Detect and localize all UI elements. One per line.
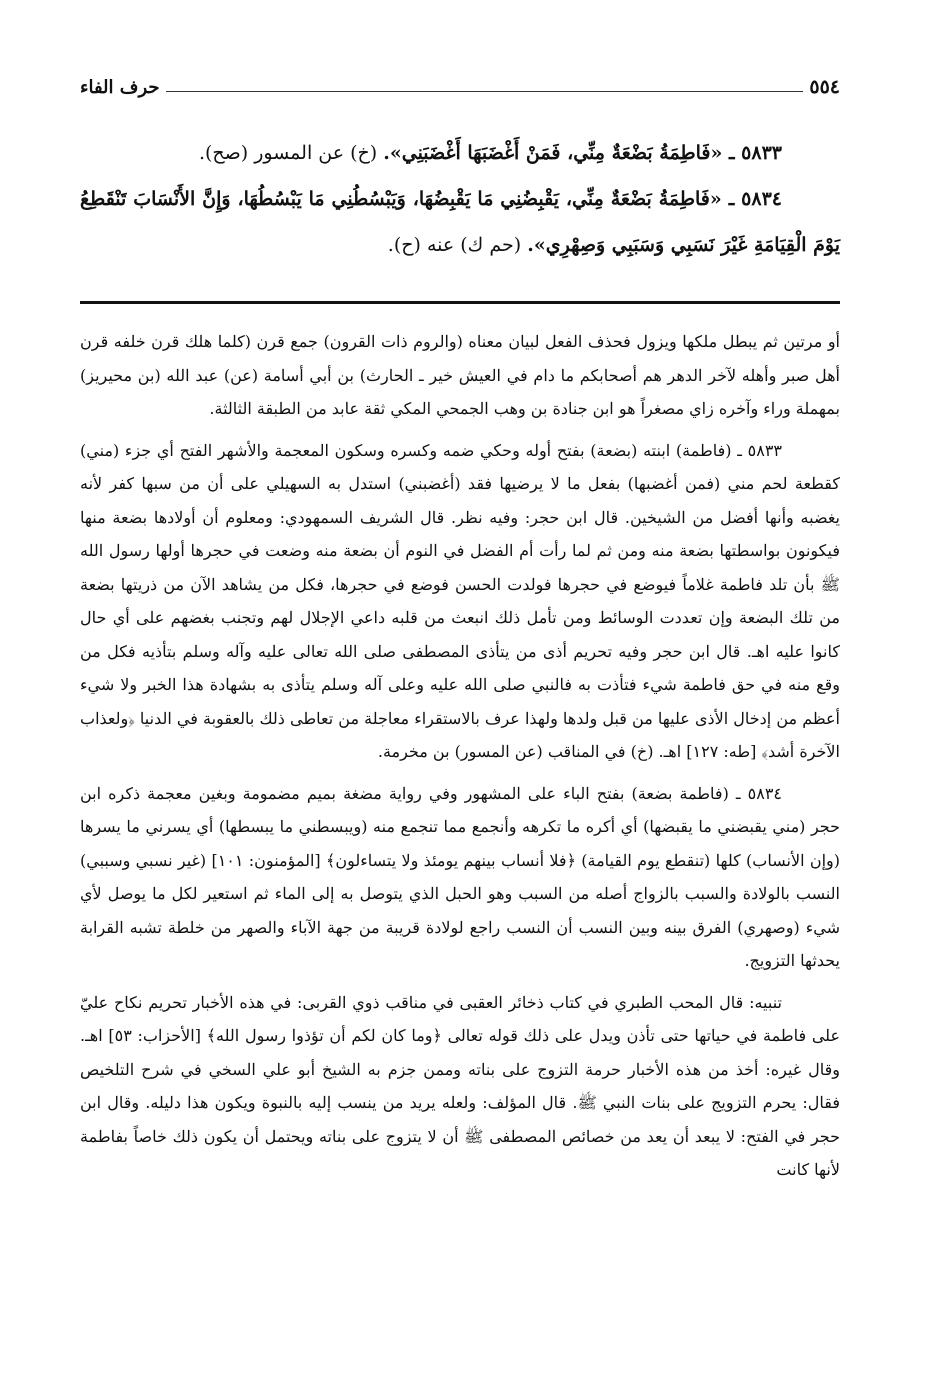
matn-commentary-divider	[80, 301, 840, 304]
hadith-5834	[80, 176, 840, 268]
hadith-body: «فَاطِمَةُ بَضْعَةٌ مِنِّي، فَمَنْ أَغْضَبَهَا أَغْضَبَنِي».	[383, 142, 723, 164]
hadith-number: ٥٨٣٣ ـ	[728, 142, 782, 164]
hadith-text-section	[80, 130, 840, 268]
hadith-5833	[80, 130, 840, 176]
page-number: ٥٥٤	[809, 76, 840, 98]
hadith-source: (حم ك) عنه (ح).	[387, 234, 528, 256]
hadith-number: ٥٨٣٤ ـ	[728, 188, 782, 210]
book-page	[80, 0, 840, 1375]
commentary-section	[80, 325, 840, 1195]
hadith-source: (خ) عن المسور (صح).	[198, 142, 384, 164]
commentary-paragraph-note: تنبيه: قال المحب الطبري في كتاب ذخائر العقبى في مناقب ذوي القربى: في هذه الأخبار تحريم نكاح عليّ على فاطمة في حياتها حتى تأذن ويدل على ذلك قوله تعالى ﴿وما كان لكم أن تؤذوا رسول الله﴾ [الأحزاب: ٥٣] اهـ. وقال غيره: أخذ من هذه الأخبار حرمة التزوج على بناته وممن جزم به الشيخ أبو علي السخي في شرح التلخيص فقال: يحرم التزويج على بنات النبي ﷺ. قال المؤلف: ولعله يريد من ينسب إليه بالنبوة ويكون هذا دليله. وقال ابن حجر في الفتح: لا يبعد أن يعد من خصائص المصطفى ﷺ أن لا يتزوج على بناته ويحتمل أن يكون ذلك خاصاً بفاطمة لأنها كانت	[80, 992, 841, 1179]
commentary-paragraph-5834: ٥٨٣٤ ـ (فاطمة بضعة) بفتح الباء على المشهور وفي رواية مضغة بميم مضمومة وبغين معجمة ذكره ابن حجر (مني يقبضني ما يقبضها) أي أكره ما تكرهه وأنجمع مما تنجمع منه (ويبسطني ما يبسطها) أي يسرني ما يسرها (وإن الأنساب) كلها (تنقطع يوم القيامة) ﴿فلا أنساب بينهم يومئذ ولا يتساءلون﴾ [المؤمنون: ١٠١] (غير نسبي وسببي) النسب بالولادة والسبب بالزواج أصله من السبب وهو الحبل الذي يتوصل به إلى الماء ثم استعير لكل ما يوصل لأي شيء (وصهري) الفرق بينه وبين النسب أن النسب راجع لولادة قريبة من جهة الآباء والصهر من خلطة تشبه القرابة يحدثها التزويج.	[80, 783, 840, 970]
chapter-title: حرف الفاء	[80, 77, 160, 98]
hadith-body: «فَاطِمَةُ بَضْعَةٌ مِنِّي، يَقْبِضُنِي مَا يَقْبِضُهَا، وَيَبْسُطُنِي مَا يَبْسُطُهَا، وَإِنَّ الأَنْسَابَ تَنْقَطِعُ يَوْمَ الْقِيَامَةِ غَيْرَ نَسَبِي وَسَبَبِي وَصِهْرِي».	[80, 188, 840, 256]
commentary-paragraph-continuation: أو مرتين ثم يبطل ملكها ويزول فحذف الفعل لبيان معناه (والروم ذات القرون) جمع قرن (كلما هلك قرن خلفه قرن أهل صبر وأهله لآخر الدهر هم أصحابكم ما دام في العيش خير ـ الحارث) بن أبي أسامة (عن) عبد الله (بن محيريز) بمهملة وراء وآخره زاي مصغراً هو ابن جنادة بن وهب الجمحي المكي ثقة عابد من الطبقة الثالثة.	[80, 332, 840, 418]
running-head	[80, 72, 840, 98]
commentary-paragraph-5833: ٥٨٣٣ ـ (فاطمة) ابنته (بضعة) بفتح أوله وحكي ضمه وكسره وسكون المعجمة والأشهر الفتح أي جزء (مني) كقطعة لحم مني (فمن أغضبها) بفعل ما لا يرضيها فقد (أغضبني) استدل به السهيلي على أن من سبها كفر لأنه يغضبه وأنها أفضل من الشيخين. قال ابن حجر: وفيه نظر. قال الشريف السمهودي: ومعلوم أن أولادها بضعة منها فيكونون بواسطتها بضعة منه ومن ثم لما رأت أم الفضل في النوم أن بضعة منه وضعت في حجرها أولها رسول الله ﷺ بأن تلد فاطمة غلاماً فيوضع في حجرها فولدت الحسن فوضع في حجرها، فكل من يشاهد الآن من ذريتها بضعة من تلك البضعة وإن تعددت الوسائط ومن تأمل ذلك انبعث من قلبه داعي الإجلال لهم وتجنب بغضهم على أي حال كانوا عليه اهـ. قال ابن حجر وفيه تحريم أذى من يتأذى المصطفى صلى الله تعالى عليه وآله وسلم بتأذيه فكل من وقع منه في حق فاطمة شيء فتأذت به فالنبي صلى الله عليه وعلى آله وسلم يتأذى به بشهادة هذا الخبر ولا شيء أعظم من إدخال الأذى عليها من قبل ولدها ولهذا عرف بالاستقراء معاجلة من تعاطى ذلك بالعقوبة في الدنيا ﴿ولعذاب الآخرة أشد﴾ [طه: ١٢٧] اهـ. (خ) في المناقب (عن المسور) بن مخرمة.	[80, 440, 841, 761]
header-rule	[166, 91, 804, 92]
